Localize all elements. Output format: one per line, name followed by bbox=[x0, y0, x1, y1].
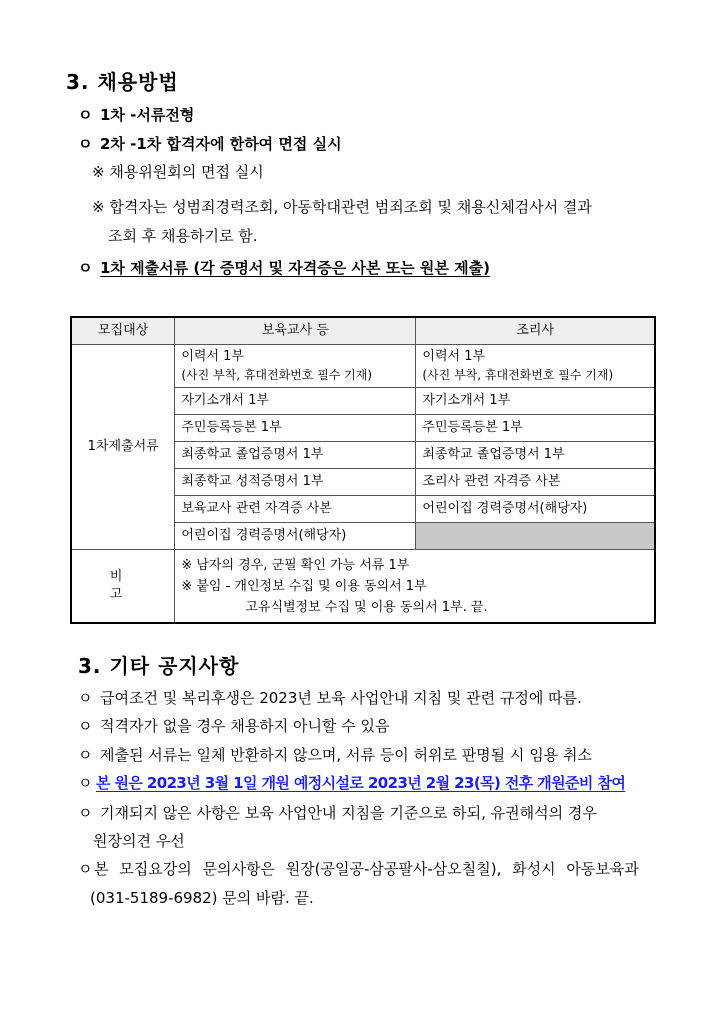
remarks-cell: ※ 남자의 경우, 군필 확인 가능 서류 1부 ※ 붙임 - 개인정보 수집 및 이용 동의서 1부 고유식별정보 수집 및 이용 동의서 1부. 끝. bbox=[175, 550, 655, 624]
table-cell: 최종학교 졸업증명서 1부 bbox=[175, 442, 416, 469]
table-cell: 자기소개서 1부 bbox=[416, 388, 655, 415]
docs-heading: ㅇ 1차 제출서류 (각 증명서 및 자격증은 사본 또는 원본 제출) bbox=[78, 259, 490, 277]
header-cook: 조리사 bbox=[416, 317, 655, 345]
table-cell-empty bbox=[416, 523, 655, 550]
header-teacher: 보육교사 등 bbox=[175, 317, 416, 345]
group-label: 1차제출서류 bbox=[71, 345, 175, 550]
table-cell: 어린이집 경력증명서(해당자) bbox=[416, 496, 655, 523]
note-check-line2: 조회 후 채용하기로 함. bbox=[108, 227, 258, 245]
table-header-row bbox=[71, 317, 655, 345]
bullet: ㅇ bbox=[78, 135, 93, 153]
list-item-highlight: ㅇ 본 원은 2023년 3월 1일 개원 예정시설로 2023년 2월 23(목) 전후 개원준비 참여 bbox=[78, 774, 626, 792]
header-target: 모집대상 bbox=[71, 317, 175, 345]
list-item: ㅇ 2차 -1차 합격자에 한하여 면접 실시 bbox=[78, 135, 342, 153]
list-item: ㅇ 1차 -서류전형 bbox=[78, 106, 195, 124]
table-cell: 최종학교 성적증명서 1부 bbox=[175, 469, 416, 496]
table-cell: 어린이집 경력증명서(해당자) bbox=[175, 523, 416, 550]
list-item: ㅇ 제출된 서류는 일체 반환하지 않으며, 서류 등이 허위로 판명될 시 임용 취소 bbox=[78, 746, 592, 764]
table-row bbox=[71, 345, 655, 388]
bullet: ㅇ bbox=[78, 804, 93, 822]
table-cell: 주민등록등본 1부 bbox=[416, 415, 655, 442]
bullet: ㅇ bbox=[78, 860, 93, 878]
note-interview: ※ 채용위원회의 면접 실시 bbox=[92, 163, 264, 181]
section-title-notice: 3. 기타 공지사항 bbox=[78, 654, 240, 678]
list-item: ㅇ 적격자가 없을 경우 채용하지 아니할 수 있음 bbox=[78, 717, 390, 735]
table-cell: 이력서 1부 (사진 부착, 휴대전화번호 필수 기재) bbox=[416, 345, 655, 388]
bullet: ㅇ bbox=[78, 774, 93, 792]
table-cell: 주민등록등본 1부 bbox=[175, 415, 416, 442]
remarks-label: 비 고 bbox=[71, 550, 175, 624]
bullet: ㅇ bbox=[78, 106, 93, 124]
list-item: ㅇ 본 모집요강의 문의사항은 원장(공일공-삼공팔사-삼오칠칠), 화성시 아동보육과 bbox=[78, 860, 639, 878]
table-cell: 자기소개서 1부 bbox=[175, 388, 416, 415]
list-item-continuation: 원장의견 우선 bbox=[93, 832, 185, 850]
table-cell: 조리사 관련 자격증 사본 bbox=[416, 469, 655, 496]
table-cell: 이력서 1부 (사진 부착, 휴대전화번호 필수 기재) bbox=[175, 345, 416, 388]
remarks-row bbox=[71, 550, 655, 624]
list-item: ㅇ 기재되지 않은 사항은 보육 사업안내 지침을 기준으로 하되, 유권해석의 경우 bbox=[78, 804, 597, 822]
documents-table bbox=[70, 316, 656, 624]
bullet: ㅇ bbox=[78, 746, 93, 764]
bullet: ㅇ bbox=[78, 259, 93, 277]
bullet: ㅇ bbox=[78, 717, 93, 735]
note-check-line1: ※ 합격자는 성범죄경력조회, 아동학대관련 범죄조회 및 채용신체검사서 결과 bbox=[92, 198, 592, 216]
table-cell: 보육교사 관련 자격증 사본 bbox=[175, 496, 416, 523]
bullet: ㅇ bbox=[78, 689, 93, 707]
section-title-recruit: 3. 채용방법 bbox=[66, 70, 179, 94]
table-cell: 최종학교 졸업증명서 1부 bbox=[416, 442, 655, 469]
list-item: ㅇ 급여조건 및 복리후생은 2023년 보육 사업안내 지침 및 관련 규정에 따름. bbox=[78, 689, 582, 707]
list-item-continuation: (031-5189-6982) 문의 바람. 끝. bbox=[90, 889, 314, 907]
